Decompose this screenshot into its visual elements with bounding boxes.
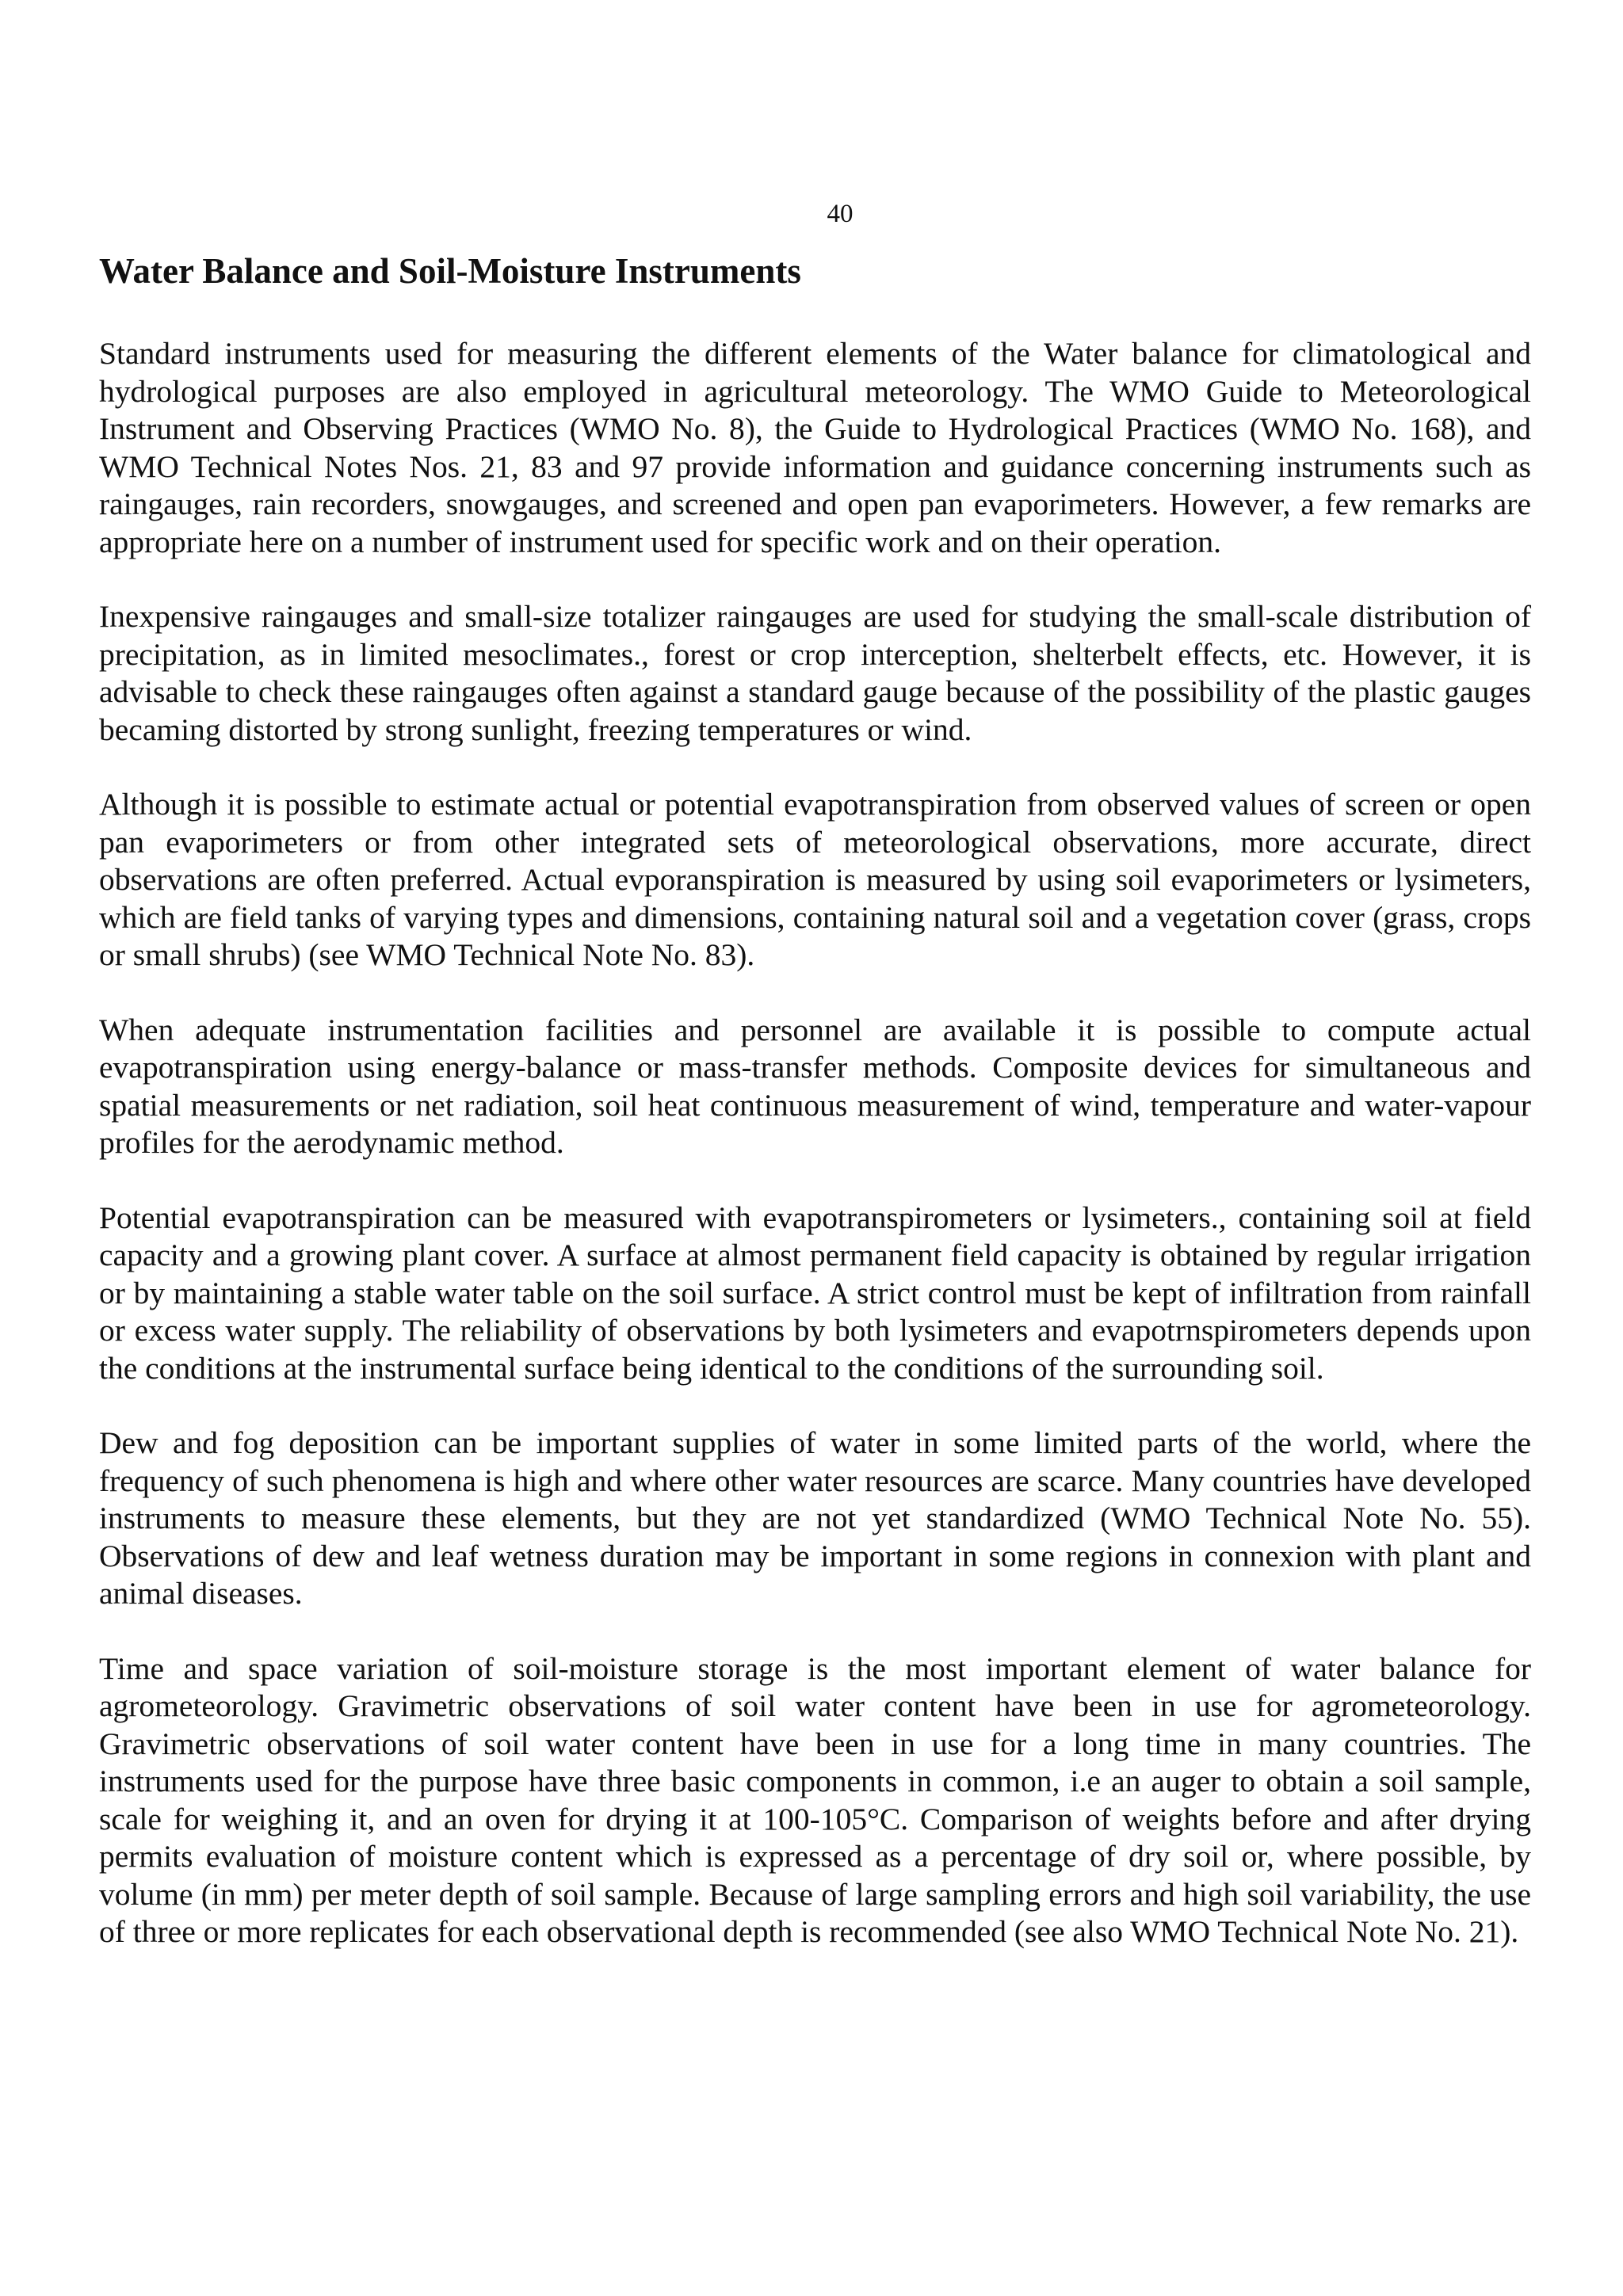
paragraph-potential-evapotranspiration: Potential evapotranspiration can be measured with evapotranspirometers or lysimeters., containing soil at field capacity and a growing plant cover. A surface at almost permanent field capacity is obtained by regular irrigation or by maintaining a stable water table on the soil surface. A strict control must be kept of infiltration from rainfall or excess water supply. The reliability of observations by both lysimeters and evapotrnspirometers depends upon the conditions at the instrumental surface being identical to the conditions of the surrounding soil. (99, 1199, 1531, 1386)
paragraph-standard-instruments: Standard instruments used for measuring the different elements of the Water balance for climatological and hydrological purposes are also employed in agricultural meteorology. The WMO Guide to Meteorological Instrument and Observing Practices (WMO No. 8), the Guide to Hydrological Practices (WMO No. 168), and WMO Technical Notes Nos. 21, 83 and 97 provide information and guidance concerning instruments such as raingauges, rain recorders, snowgauges, and screened and open pan evaporimeters. However, a few remarks are appropriate here on a number of instrument used for specific work and on their operation. (99, 336, 1531, 559)
paragraph-raingauges: Inexpensive raingauges and small-size totalizer raingauges are used for studying the small-scale distribution of precipitation, as in limited mesoclimates., forest or crop interception, shelterbelt effects, etc. However, it is advisable to check these raingauges often against a standard gauge because of the possibility of the plastic gauges becaming distorted by strong sunlight, freezing temperatures or wind. (99, 599, 1531, 747)
page-title: Water Balance and Soil-Moisture Instruments (99, 251, 801, 291)
page-number: 40 (827, 200, 854, 228)
paragraph-soil-moisture: Time and space variation of soil-moisture storage is the most important element of water balance for agrometeorology. Gravimetric observations of soil water content have been in use for agrometeorology. Gravimetric observations of soil water content have been in use for a long time in many countries. The instruments used for the purpose have three basic components in common, i.e an auger to obtain a soil sample, scale for weighing it, and an oven for drying it at 100-105°C. Comparison of weights before and after drying permits evaluation of moisture content which is expressed as a percentage of dry soil or, where possible, by volume (in mm) per meter depth of soil sample. Because of large sampling errors and high soil variability, the use of three or more replicates for each observational depth is recommended (see also WMO Technical Note No. 21). (99, 1650, 1531, 1949)
paragraph-energy-balance: When adequate instrumentation facilities and personnel are available it is possible to compute actual evapotranspiration using energy-balance or mass-transfer methods. Composite devices for simultaneous and spatial measurements or net radiation, soil heat continuous measurement of wind, temperature and water-vapour profiles for the aerodynamic method. (99, 1012, 1531, 1160)
paragraph-dew-fog: Dew and fog deposition can be important supplies of water in some limited parts of the world, where the frequency of such phenomena is high and where other water resources are scarce. Many countries have developed instruments to measure these elements, but they are not yet standardized (WMO Technical Note No. 55). Observations of dew and leaf wetness duration may be important in some regions in connexion with plant and animal diseases. (99, 1425, 1531, 1611)
document-body (99, 335, 1531, 1989)
paragraph-evapotranspiration-observation: Although it is possible to estimate actual or potential evapotranspiration from observed values of screen or open pan evaporimeters or from other integrated sets of meteorological observations, more accurate, direct observations are often preferred. Actual evporanspiration is measured by using soil evaporimeters or lysimeters, which are field tanks of varying types and dimensions, containing natural soil and a vegetation cover (grass, crops or small shrubs) (see WMO Technical Note No. 83). (99, 787, 1531, 972)
